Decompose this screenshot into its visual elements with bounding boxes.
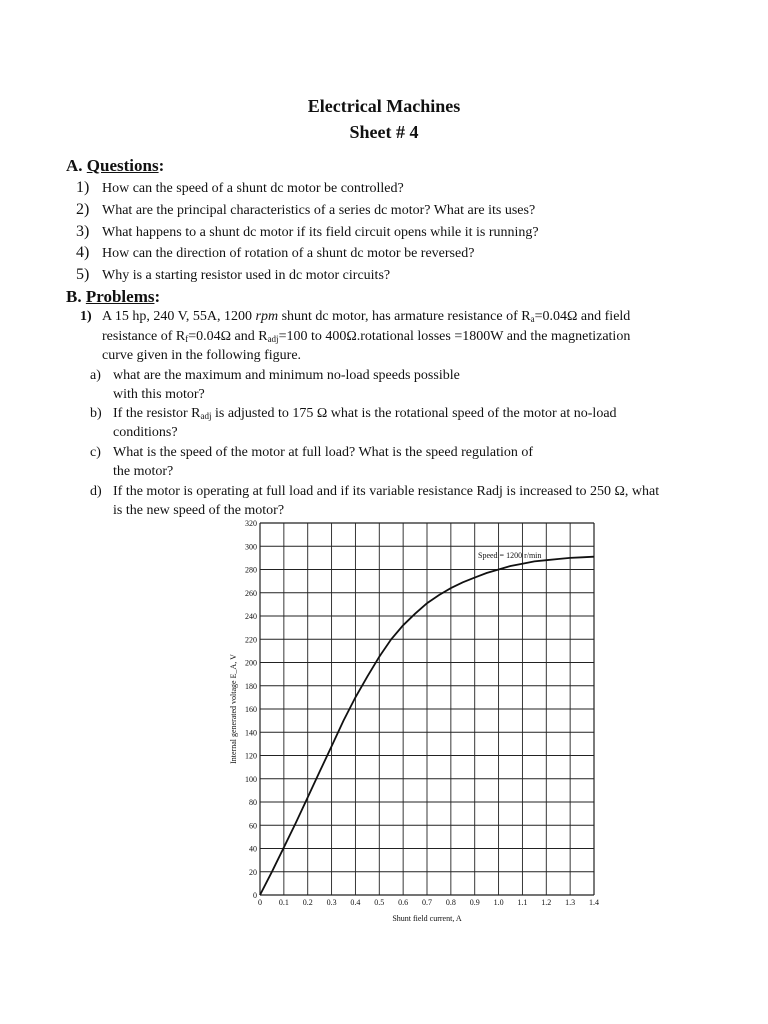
y-tick-label: 0 bbox=[253, 891, 257, 900]
y-tick-label: 300 bbox=[245, 542, 257, 552]
y-tick-label: 180 bbox=[245, 681, 257, 691]
part-d-label: d) bbox=[90, 484, 102, 499]
x-tick-label: 1.0 bbox=[493, 898, 504, 907]
x-tick-label: 0.9 bbox=[469, 898, 480, 907]
part-d-line-2: is the new speed of the motor? bbox=[113, 503, 285, 518]
y-tick-label: 240 bbox=[245, 612, 257, 621]
speed-annotation: Speed = 1200 r/min bbox=[478, 551, 542, 560]
x-tick-label: 1.4 bbox=[589, 898, 599, 907]
question-3: 3) What happens to a shunt dc motor if its field circuit opens while it is running? bbox=[76, 223, 539, 240]
x-tick-label: 0.4 bbox=[350, 898, 361, 907]
section-b-heading: B. Problems: bbox=[66, 287, 161, 306]
document-title: Electrical Machines bbox=[307, 96, 461, 116]
chart-grid bbox=[260, 523, 594, 895]
x-tick-label: 0.5 bbox=[374, 898, 385, 907]
problem-1-line-2: resistance of $R_f=0.04\Omega$ and $R_{adj}=100$ to 400Ω.rotational losses =1800W and the magnetization bbox=[102, 329, 631, 344]
y-tick-label: 320 bbox=[245, 519, 257, 528]
y-tick-label: 160 bbox=[245, 705, 257, 714]
y-tick-label: 280 bbox=[245, 565, 257, 575]
x-tick-label: 0 bbox=[258, 898, 262, 907]
magnetization-curve-chart bbox=[226, 518, 606, 926]
x-tick-label: 0.2 bbox=[302, 898, 313, 907]
question-4: 4) How can the direction of rotation of a shunt dc motor be reversed? bbox=[76, 244, 475, 261]
part-c-label: c) bbox=[90, 445, 101, 460]
x-tick-label: 0.6 bbox=[398, 898, 409, 907]
part-b-line-2: conditions? bbox=[113, 425, 178, 440]
x-tick-label: 1.3 bbox=[565, 898, 576, 907]
section-a-heading: A. Questions: bbox=[66, 156, 165, 175]
question-1: 1) How can the speed of a shunt dc motor be controlled? bbox=[76, 179, 404, 196]
part-a-label: a) bbox=[90, 368, 101, 383]
y-tick-label: 200 bbox=[245, 658, 257, 668]
y-tick-label: 80 bbox=[249, 798, 257, 807]
part-b-label: b) bbox=[90, 406, 102, 421]
x-tick-label: 0.3 bbox=[326, 898, 337, 907]
x-tick-label: 1.2 bbox=[541, 898, 552, 907]
part-c-line-1: What is the speed of the motor at full load? What is the speed regulation of bbox=[113, 445, 534, 460]
question-5: 5) Why is a starting resistor used in dc motor circuits? bbox=[76, 266, 391, 283]
problem-1-line-3: curve given in the following figure. bbox=[102, 348, 302, 363]
part-b-line-1: If the resistor $R_{adj}$ is adjusted to 175 Ω what is the rotational speed of the motor at no-load bbox=[113, 406, 617, 421]
sheet-number: Sheet # 4 bbox=[349, 122, 419, 142]
x-tick-label: 1.1 bbox=[517, 898, 528, 907]
x-tick-label: 0.1 bbox=[278, 898, 289, 907]
x-tick-label: 0.7 bbox=[422, 898, 432, 907]
part-c-line-2: the motor? bbox=[113, 464, 174, 479]
problem-1-line-1: A 15 hp, 240 V, 55A, 1200 rpm shunt dc motor, has armature resistance of $R_a=0.04\Omega$ and field bbox=[102, 309, 631, 324]
y-tick-label: 60 bbox=[249, 821, 257, 831]
problem-1-number: 1) bbox=[80, 309, 92, 324]
y-tick-label: 120 bbox=[245, 751, 257, 761]
y-axis-label: Internal generated voltage E_A, V bbox=[229, 654, 238, 764]
part-a-line-1: what are the maximum and minimum no-load speeds possible bbox=[113, 368, 460, 383]
y-tick-label: 40 bbox=[249, 844, 257, 854]
x-tick-label: 0.8 bbox=[445, 898, 456, 907]
y-tick-label: 140 bbox=[245, 728, 257, 738]
x-axis-label: Shunt field current, A bbox=[392, 914, 462, 923]
y-tick-label: 260 bbox=[245, 588, 257, 598]
y-tick-label: 220 bbox=[245, 635, 257, 645]
y-tick-label: 100 bbox=[245, 774, 257, 784]
y-tick-label: 20 bbox=[249, 867, 257, 877]
part-a-line-2: with this motor? bbox=[113, 387, 205, 402]
part-d-line-1: If the motor is operating at full load and if its variable resistance Radj is increased to 250 Ω, what bbox=[113, 484, 660, 499]
question-2: 2) What are the principal characteristics of a series dc motor? What are its uses? bbox=[76, 201, 536, 218]
